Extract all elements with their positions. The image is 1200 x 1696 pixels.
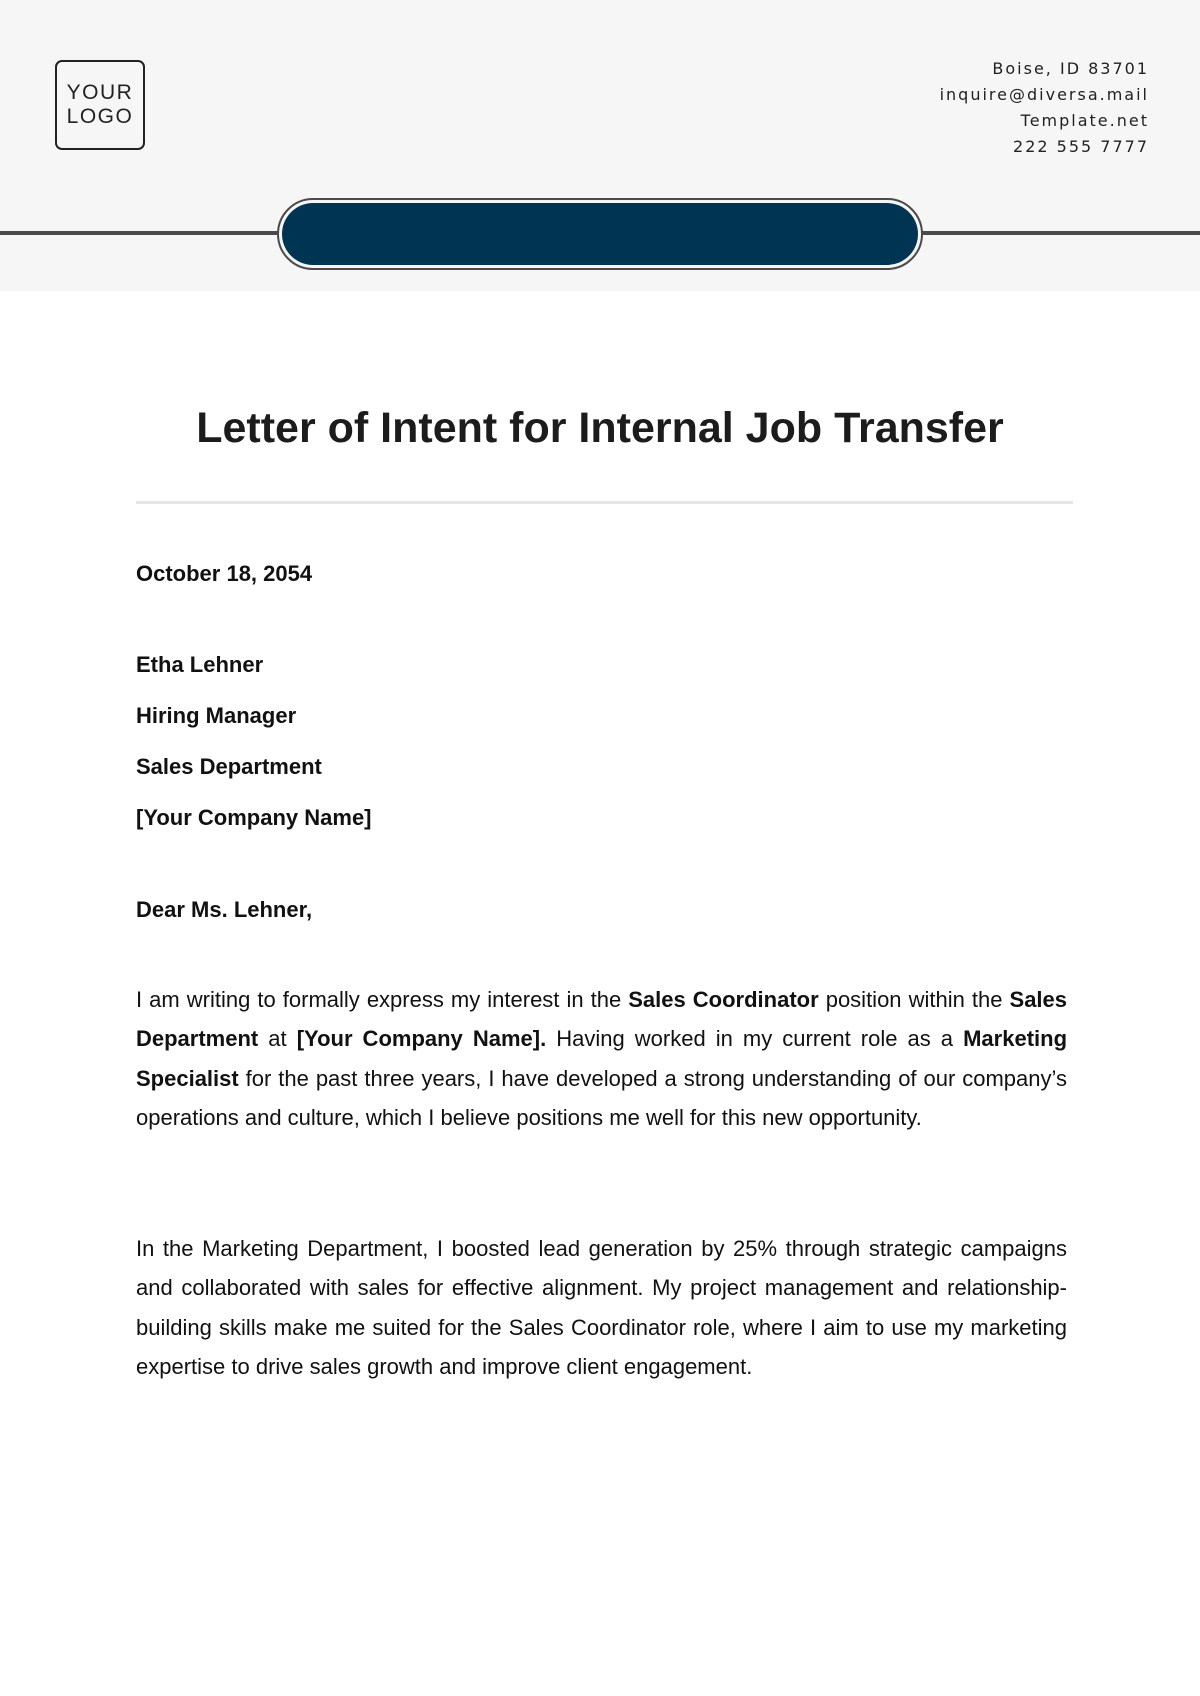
header-band-fill [282,203,918,265]
recipient-company: [Your Company Name] [136,805,372,830]
para1-text: position within the [818,987,1010,1012]
recipient-department: Sales Department [136,754,322,779]
para1-emphasis: [Your Company Name]. [296,1026,547,1052]
recipient-name: Etha Lehner [136,652,264,677]
salutation: Dear Ms. Lehner, [136,897,313,922]
logo-text-line2: LOGO [66,105,134,128]
logo-placeholder [55,60,145,150]
logo-text-line1: YOUR [66,81,134,104]
header-band [277,198,923,270]
contact-website: Template.net [1020,111,1149,130]
body-paragraph-1 [136,980,1067,1137]
body-paragraph-2: In the Marketing Department, I boosted lead generation by 25% through strategic campaigns and collaborated with sales for effective alignment. My project management and relationship-building skills make me suited for the Sales Coordinator role, where I aim to use my marketing expertise to drive sales growth and improve client engagement. [136,1236,1067,1379]
para1-emphasis: Marketing Specialist [136,1026,1068,1091]
para1-text: for the past three years, I have developed a strong understanding of our company’s operations and culture, which I believe positions me well for this new opportunity. [136,1065,1067,1130]
letterhead [0,0,1200,291]
para1-text: at [258,1026,297,1052]
contact-address: Boise, ID 83701 [992,59,1149,78]
contact-info [940,56,1149,160]
contact-phone: 222 555 7777 [1013,137,1149,156]
para1-text: I am writing to formally express my interest in the [136,987,629,1012]
para1-text: Having worked in my current role as a [546,1026,964,1052]
document-title: Letter of Intent for Internal Job Transfer [196,404,1004,452]
title-divider [136,501,1073,504]
contact-email: inquire@diversa.mail [939,85,1149,104]
recipient-title: Hiring Manager [136,703,297,728]
letter-date: October 18, 2054 [136,561,313,586]
para1-emphasis: Sales Department [136,987,1068,1052]
para1-emphasis: Sales Coordinator [628,987,819,1012]
